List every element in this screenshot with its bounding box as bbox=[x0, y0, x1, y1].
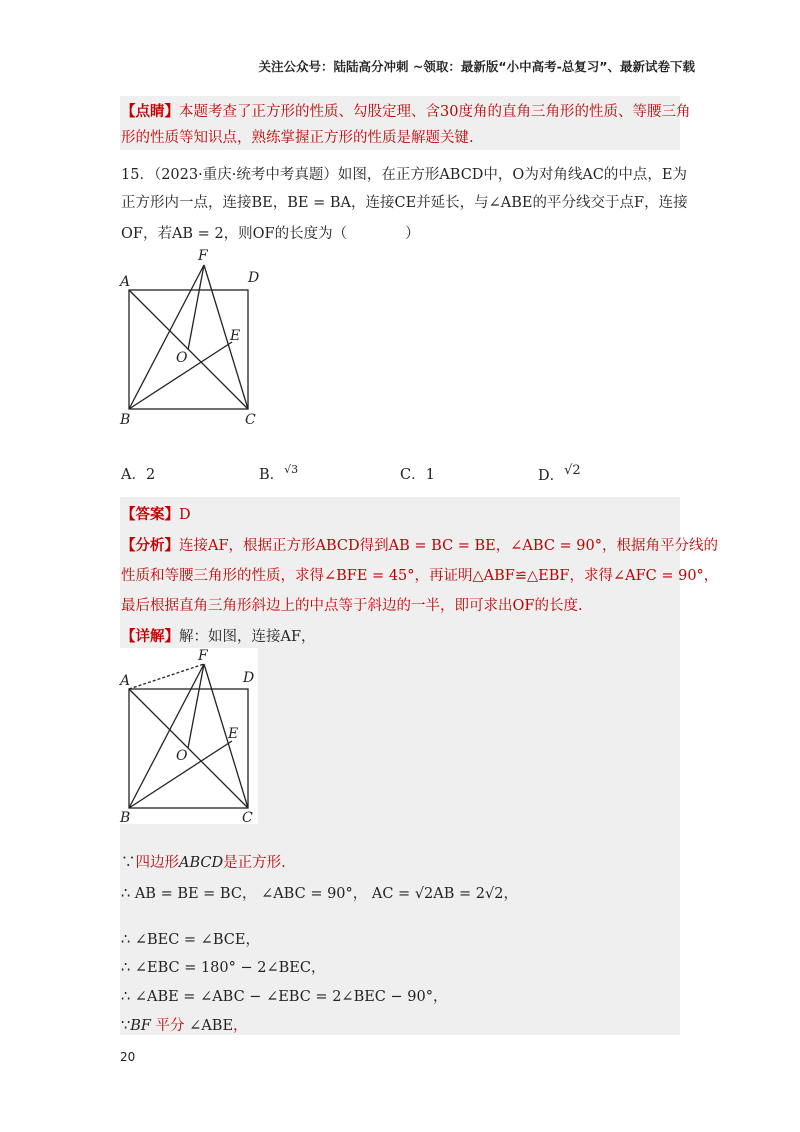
label-o: O bbox=[176, 350, 188, 366]
option-d[interactable] bbox=[538, 463, 581, 485]
step-6-pre: ∵ bbox=[121, 1018, 131, 1034]
question-line-1: 15．（2023·重庆·统考中考真题）如图，在正方形ABCD中，O为对角线AC的中点，E为 bbox=[121, 167, 687, 183]
analysis-text-1: 连接AF，根据正方形ABCD得到AB = BC = BE，∠ABC = 90°，根据角平分线的 bbox=[179, 538, 718, 554]
detail-line bbox=[121, 625, 316, 646]
answer-line bbox=[121, 503, 191, 524]
question-figure bbox=[118, 248, 268, 430]
label-b-2: B bbox=[120, 810, 131, 824]
step-2: ∴ AB = BE = BC， ∠ABC = 90°， AC = √2AB = 2√2， bbox=[121, 886, 518, 902]
step-6-black: BF bbox=[130, 1018, 151, 1034]
dianjing-text-1: 本题考查了正方形的性质、勾股定理、含30度角的直角三角形的性质、等腰三角 bbox=[179, 104, 691, 120]
step-6 bbox=[121, 1014, 248, 1035]
option-a[interactable]: A．2 bbox=[121, 467, 156, 483]
step-4: ∴ ∠EBC = 180° − 2∠BEC， bbox=[121, 960, 326, 976]
label-f-2: F bbox=[198, 648, 208, 664]
step-1-black: ABCD bbox=[179, 855, 224, 871]
option-d-label: D． bbox=[538, 467, 565, 484]
step-6-red: 平分 bbox=[150, 1018, 190, 1034]
option-d-value: √2 bbox=[564, 463, 581, 478]
step-1-red-2: 是正方形. bbox=[223, 855, 286, 871]
analysis-tag: 【分析】 bbox=[121, 537, 179, 554]
answer-tag: 【答案】 bbox=[121, 506, 179, 523]
label-c: C bbox=[245, 412, 256, 428]
question-line-3: OF，若AB = 2，则OF的长度为（ ） bbox=[121, 226, 420, 242]
label-b: B bbox=[120, 412, 131, 428]
option-c[interactable]: C．1 bbox=[400, 467, 435, 483]
question-line-2: 正方形内一点，连接BE，BE = BA，连接CE并延长，与∠ABE的平分线交于点F，连接 bbox=[121, 195, 688, 211]
label-e: E bbox=[230, 328, 241, 344]
label-d: D bbox=[248, 270, 260, 286]
dianjing-tag: 【点睛】 bbox=[121, 103, 179, 120]
label-o-2: O bbox=[176, 748, 188, 764]
step-3: ∴ ∠BEC = ∠BCE， bbox=[121, 932, 260, 948]
label-d-2: D bbox=[243, 670, 255, 686]
step-5: ∴ ∠ABE = ∠ABC − ∠EBC = 2∠BEC − 90°， bbox=[121, 989, 448, 1005]
step-1 bbox=[121, 851, 286, 872]
detail-text: 解：如图，连接AF， bbox=[179, 629, 316, 645]
label-e-2: E bbox=[228, 726, 239, 742]
step-1-red: 四边形 bbox=[135, 855, 179, 871]
label-a: A bbox=[120, 274, 131, 290]
segment-of bbox=[188, 265, 204, 350]
dianjing-line-2: 形的性质等知识点，熟练掌握正方形的性质是解题关键. bbox=[121, 130, 474, 146]
option-b-label: B． bbox=[259, 467, 285, 483]
solution-figure bbox=[118, 648, 258, 824]
option-b-value: √3 bbox=[284, 463, 299, 477]
label-f: F bbox=[198, 248, 208, 264]
analysis-line-1 bbox=[121, 534, 718, 555]
analysis-line-2: 性质和等腰三角形的性质，求得∠BFE = 45°，再证明△ABF≌△EBF，求得∠AFC = 90°， bbox=[121, 568, 719, 584]
step-1-pre: ∵ bbox=[121, 855, 136, 871]
answer-value: D bbox=[179, 507, 191, 523]
option-b[interactable] bbox=[259, 463, 298, 484]
step-6-black-2: ∠ABE bbox=[189, 1018, 234, 1034]
segment-of-2 bbox=[188, 664, 204, 748]
detail-tag: 【详解】 bbox=[121, 628, 179, 645]
label-c-2: C bbox=[242, 810, 253, 824]
label-a-2: A bbox=[120, 673, 131, 689]
analysis-line-3: 最后根据直角三角形斜边上的中点等于斜边的一半，即可求出OF的长度. bbox=[121, 598, 583, 614]
page-header: 关注公众号：陆陆高分冲刺 ~领取：最新版“小中高考-总复习”、最新试卷下载 bbox=[258, 59, 695, 74]
step-6-red-2: ， bbox=[233, 1018, 248, 1034]
page-number: 20 bbox=[120, 1050, 136, 1064]
segment-bf bbox=[129, 265, 204, 409]
dianjing-line-1 bbox=[121, 100, 690, 121]
